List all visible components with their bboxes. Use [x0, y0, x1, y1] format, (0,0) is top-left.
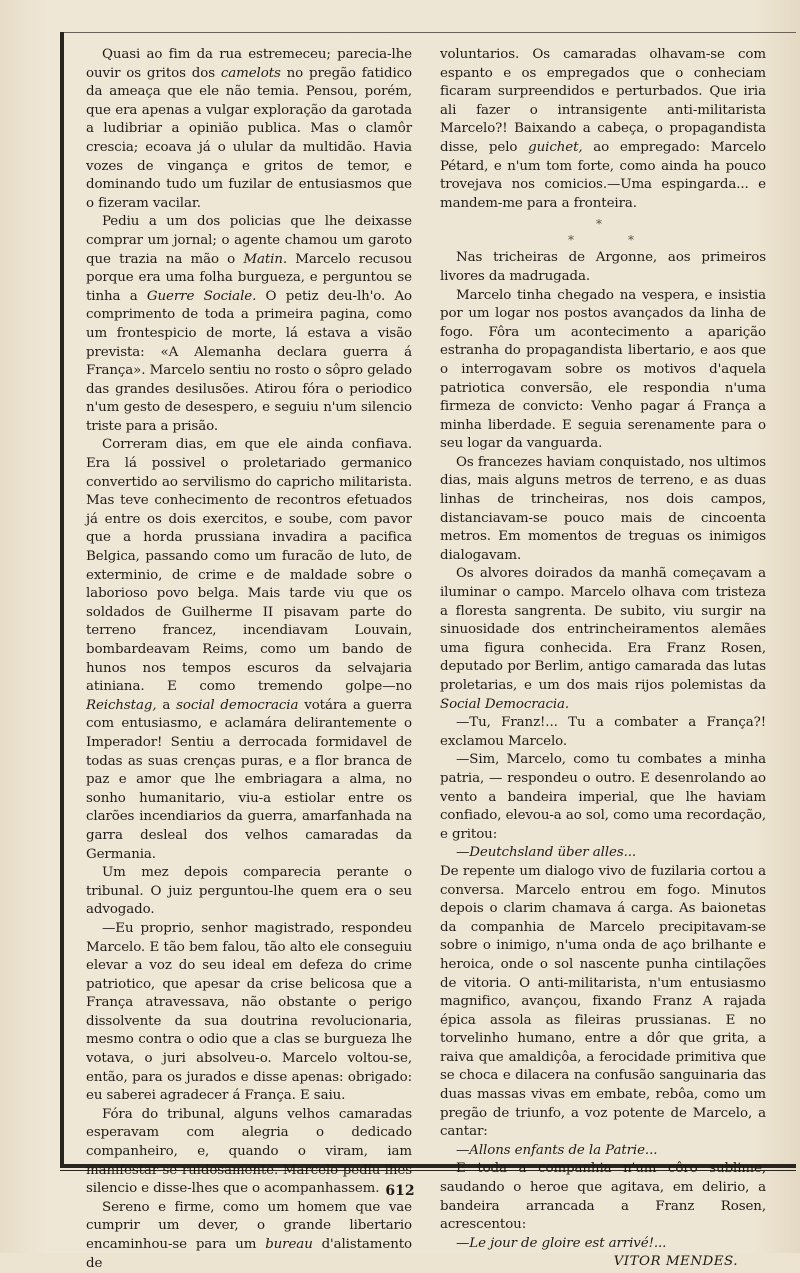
paragraph: —Le jour de gloire est arrivé!...: [456, 1235, 667, 1251]
right-column: [440, 46, 766, 1272]
left-column: [86, 46, 412, 1273]
paragraph: Os alvores doirados da manhã começavam a iluminar o campo. Marcelo olhava com tristeza a floresta sangrenta. De subito, viu surgir na sinuosidade dos entrincheiramentos alemães uma figura conhecida. Era Franz Rosen, deputado por Berlim, antigo camarada das lutas proletarias, e um dos mais rijos polemistas da Social Democracia.: [440, 566, 766, 712]
paragraph: Os francezes haviam conquistado, nos ultimos dias, mais alguns metros de terreno, e as duas linhas de trincheiras, nos dois campos, distanciavam-se pouco mais de cincoenta metros. Em momentos de treguas os inimigos dialogavam.: [440, 454, 766, 563]
author-signature: VITOR MENDES.: [613, 1254, 738, 1270]
paragraph: Sereno e firme, como um homem que vae cumprir um dever, o grande libertario encaminhou-se para um bureau d'alistamento de: [86, 1199, 412, 1271]
star-ornament: *: [568, 233, 574, 248]
paragraph: Correram dias, em que ele ainda confiava. Era lá possivel o proletariado germanico convertido ao servilismo do capricho militarista. Mas teve conhecimento de recontros efetuados já entre os dois exercitos, e soube, com pavor que a horda prussiana invadira a pacifica Belgica, passando como um furacão de luto, de exterminio, de crime e de maldade sobre o laborioso povo belga. Mais tarde viu que os soldados de Guilherme II pisavam parte do terreno francez, incendiavam Louvain, bombardeavam Reims, como um bando de hunos nos tempos escuros da selvajaria atiniana. E como tremendo golpe—no Reichstag, a social democracia votára a guerra com entusiasmo, e aclamára delirantemente o Imperador! Sentiu a derrocada formidavel de todas as suas crenças puras, e a flor branca de paz e amor que lhe embriagara a alma, no sonho humanitario, viu-a estiolar entre os clarões incendiarios da guerra, amarfanhada na garra desleal dos velhos camaradas da Germania.: [86, 437, 412, 862]
paragraph: —Sim, Marcelo, como tu combates a minha patria, — respondeu o outro. E desenrolando ao vento a bandeira imperial, que lhe haviam confiado, elevou-a ao sol, como uma recordação, e gritou:: [440, 752, 766, 842]
paragraph: Um mez depois comparecia perante o tribunal. O juiz perguntou-lhe quem era o seu advogado.: [86, 865, 412, 918]
frame-left-rule: [60, 32, 64, 1164]
paragraph: Fóra do tribunal, alguns velhos camaradas esperavam com alegria o dedicado companheiro, e, quando o viram, iam manifestar-se ruidosamente. Marcelo pediu-lhes silencio e disse-lhes que o acompanhassem.: [86, 1106, 412, 1197]
section-divider-stars: [440, 213, 766, 249]
paragraph: —Deutchsland über alles...: [456, 845, 637, 861]
star-ornament: *: [628, 233, 634, 248]
paragraph: De repente um dialogo vivo de fuzilaria cortou a conversa. Marcelo entrou em fogo. Minutos depois o clarim chamava á carga. As baionetas da companhia de Marcelo precipitavam-se sobre o inimigo, n'uma onda de aço brilhante e heroica, onde o sol nascente punha cintilações de vitoria. O anti-militarista, n'um entusiasmo magnifico, avançou, fixando Franz A rajada épica assola as fileiras prussianas. E no torvelinho humano, entre a dôr que grita, a raiva que amaldiçôa, a ferocidade primitiva que se choca e dilacera na confusão sanguinaria das duas massas vivas em embate, rebôa, como um pregão de triunfo, a voz potente de Marcelo, a cantar:: [440, 863, 766, 1140]
paragraph: E toda a companhia n'um côro sublime, saudando o heroe que agitava, em delirio, a bandeira arrancada a Franz Rosen, acrescentou:: [440, 1161, 766, 1233]
paragraph: voluntarios. Os camaradas olhavam-se com espanto e os empregados que o conheciam ficaram surpreendidos e perturbados. Que iria ali fazer o intransigente anti-militarista Marcelo?! Baixando a cabeça, o propagandista disse, pelo guichet, ao empregado: Marcelo Pétard, e n'um tom forte, como ainda ha pouco trovejava nos comicios.—Uma espingarda... e mandem-me para a fronteira.: [440, 47, 767, 211]
frame-top-rule: [64, 32, 796, 33]
star-ornament: *: [596, 217, 602, 232]
page-number: 612: [385, 1183, 415, 1199]
paragraph: Pediu a um dos policias que lhe deixasse comprar um jornal; o agente chamou um garoto que trazia na mão o Matin. Marcelo recusou porque era uma folha burgueza, e perguntou se tinha a Guerre Sociale. O petiz deu-lh'o. Ao comprimento de toda a primeira pagina, como um frontespicio de morte, lá estava a visão prevista: «A Alemanha declara guerra á França». Marcelo sentiu no rosto o sôpro gelado das grandes desilusões. Atirou fóra o periodico n'um gesto de desespero, e seguiu n'um silencio triste para a prisão.: [86, 214, 412, 434]
paragraph: Nas tricheiras de Argonne, aos primeiros livores da madrugada.: [440, 250, 766, 284]
paragraph: —Allons enfants de la Patrie...: [456, 1142, 658, 1158]
paragraph: Quasi ao fim da rua estremeceu; pareciа-lhe ouvir os gritos dos camelots no pregão fatidico da ameaça que ele não temia. Pensou, porém, que era apenas a vulgar exploração da garotada a ludibriar a opinião publica. Mas o clamôr crescia; ecoava já o ulular da multidão. Havia vozes de vingança e gritos de temor, e dominando tudo um fuzilar de entusiasmos que o fizeram vacilar.: [86, 47, 412, 211]
paragraph: —Eu proprio, senhor magistrado, respondeu Marcelo. E tão bem falou, tão alto ele conseguiu elevar a voz do seu ideal em defeza do crime patriotico, que apesar da crise belicosa que a França atravessava, não obstante o perigo dissolvente da sua doutrina revolucionaria, mesmo contra o odio que a clas se burgueza lhe votava, o juri absolveu-o. Marcelo voltou-se, então, para os jurados e disse apenas: obrigado: eu saberei agradecer á França. E saiu.: [86, 920, 412, 1104]
paragraph: —Tu, Franz!... Tu a combater a França?! exclamou Marcelo.: [440, 715, 766, 749]
paragraph: Marcelo tinha chegado na vespera, e insistia por um logar nos postos avançados da linha de fogo. Fôra um acontecimento a aparição estranha do propagandista libertario, e aos que o interrogavam sobre os motivos d'aquela patriotica conversão, ele respondia n'uma firmeza de convicto: Venho pagar á França a minha liberdade. E seguia serenamente para o seu logar da vanguarda.: [440, 287, 766, 452]
